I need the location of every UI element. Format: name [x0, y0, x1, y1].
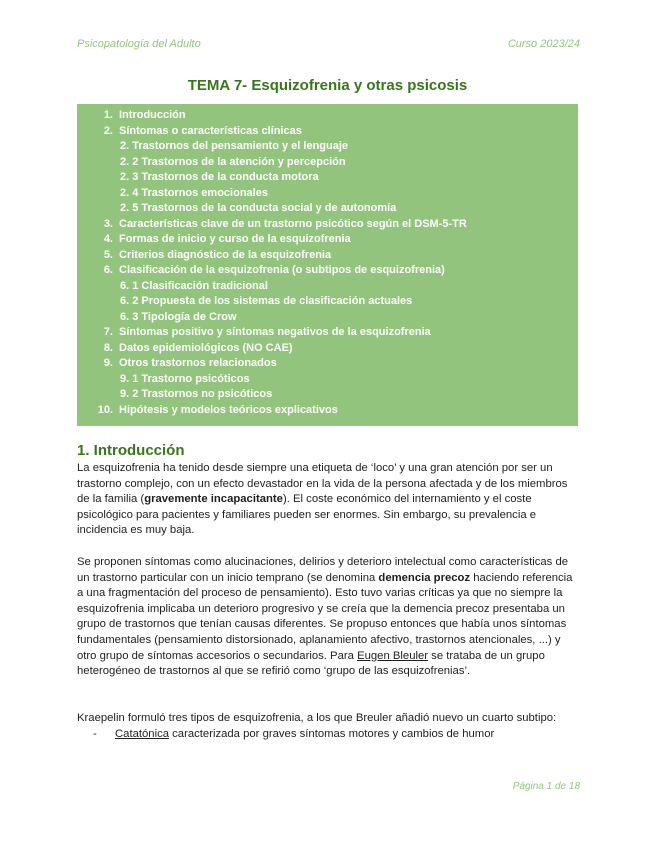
toc-item-label: Hipótesis y modelos teóricos explicativos [119, 403, 338, 416]
page-number: Página 1 de 18 [512, 781, 580, 792]
header-course-name: Psicopatología del Adulto [77, 38, 201, 50]
toc-subitem[interactable] [77, 139, 578, 155]
toc-item[interactable] [77, 263, 578, 279]
toc-subitem[interactable] [77, 310, 578, 326]
paragraph-text: se trataba de un grupo heterogéneo de trastornos al que se refirió como ‘grupo de las esquizofrenias’. [77, 649, 545, 678]
bold-term: gravemente incapacitante [144, 493, 283, 506]
toc-item-number: 8. [103, 341, 113, 354]
toc-item-number: 4. [103, 233, 113, 245]
paragraph-text: Se proponen síntomas como alucinaciones, delirios y deterioro intelectual como características de un trastorno particular con un inicio temprano (se denomina [77, 556, 569, 584]
link-catatonica[interactable]: Catatónica [115, 728, 170, 740]
paragraph-3: Kraepelin formuló tres tipos de esquizofrenia, a los que Breuler añadió nuevo un cuarto subtipo: [77, 712, 557, 724]
toc-item-label: 2. 3 Trastornos de la conducta motora [120, 171, 319, 183]
toc-item-number: 10. [97, 403, 113, 416]
toc-item-label: 6. 2 Propuesta de los sistemas de clasificación actuales [120, 295, 413, 307]
document-title: TEMA 7- Esquizofrenia y otras psicosis [187, 77, 468, 94]
paragraph-text: haciendo referencia a una fragmentación del proceso de pensamiento). Esto tuvo varias críticas ya que no siempre la esquizofrenia implicaba un deterioro progresivo y se creía que la demencia precoz presentaba un grupo de trastornos que tenían causas diferentes. Se propuso entonces que había unos síntomas fundamentales (pensamiento distorsionado, aplanamiento afectivo, trastornos atencionales, ...) y otro grupo de síntomas accesorios o secundarios. Para [77, 571, 573, 662]
toc-item-label: 9. 2 Trastornos no psicóticos [120, 388, 273, 400]
toc-item-label: Introducción [119, 109, 186, 121]
toc-item-label: 9. 1 Trastorno psicóticos [120, 372, 250, 385]
toc-item[interactable] [77, 356, 578, 372]
list-item [93, 727, 494, 743]
toc-item-label: Clasificación de la esquizofrenia (o subtipos de esquizofrenia) [119, 264, 445, 276]
bold-term: demencia precoz [378, 571, 471, 584]
list-item-text: caracterizada por graves síntomas motores y cambios de humor [169, 728, 495, 740]
toc-item[interactable] [77, 248, 578, 264]
toc-item-number: 3. [103, 217, 113, 230]
section-heading: 1. Introducción [77, 442, 185, 459]
header-course-year: Curso 2023/24 [507, 38, 580, 50]
toc-item[interactable] [77, 124, 578, 140]
toc-item[interactable] [77, 108, 578, 124]
toc-subitem[interactable] [77, 186, 578, 202]
paragraph-1 [77, 461, 580, 539]
toc-item-label: 2. 2 Trastornos de la atención y percepción [120, 155, 346, 168]
toc-item-label: Formas de inicio y curso de la esquizofrenia [119, 233, 351, 245]
toc-item-label: 2. Trastornos del pensamiento y el lenguaje [120, 140, 349, 152]
toc-subitem[interactable] [77, 201, 578, 217]
toc-item-number: 6. [103, 264, 113, 276]
toc-item-label: Criterios diagnóstico de la esquizofrenia [119, 248, 332, 261]
toc-item-label: Datos epidemiológicos (NO CAE) [119, 341, 293, 354]
toc-item-label: 2. 4 Trastornos emocionales [120, 186, 268, 199]
link-eugen-bleuler[interactable]: Eugen Bleuler [357, 649, 429, 662]
toc-item[interactable] [77, 325, 578, 341]
toc-item-number: 9. [103, 357, 113, 369]
toc-item-number: 5. [103, 248, 113, 261]
toc-item-label: Síntomas o características clínicas [119, 124, 302, 137]
toc-subitem[interactable] [77, 294, 578, 310]
toc-item[interactable] [77, 217, 578, 233]
toc-item-label: Características clave de un trastorno psicótico según el DSM-5-TR [119, 217, 467, 230]
toc-subitem[interactable] [77, 279, 578, 295]
toc-item-number: 2. [103, 124, 113, 137]
toc-subitem[interactable] [77, 387, 578, 403]
bullet-dash: - [93, 728, 97, 740]
toc-item[interactable] [77, 232, 578, 248]
toc-item-label: Otros trastornos relacionados [119, 357, 277, 369]
toc-subitem[interactable] [77, 170, 578, 186]
toc-item[interactable] [77, 403, 578, 419]
toc-subitem[interactable] [77, 372, 578, 388]
toc-item[interactable] [77, 341, 578, 357]
paragraph-text: La esquizofrenia ha tenido desde siempre una etiqueta de ‘loco’ y una gran atención por ser un trastorno complejo, con un efecto devastador en la vida de la persona afectada y de los miembros de la familia ( [77, 462, 568, 506]
toc-item-number: 1. [103, 109, 113, 121]
toc-subitem[interactable] [77, 155, 578, 171]
paragraph-text: ). El coste económico del internamiento y el coste psicológico para pacientes y familiares pueden ser enormes. Sin embargo, su prevalencia e incidencia es muy baja. [77, 493, 537, 537]
toc-item-label: 2. 5 Trastornos de la conducta social y de autonomía [120, 202, 397, 214]
toc-item-label: 6. 3 Tipología de Crow [120, 310, 237, 323]
paragraph-2 [77, 555, 580, 680]
toc-item-label: 6. 1 Clasificación tradicional [120, 279, 268, 292]
toc-item-number: 7. [103, 326, 113, 338]
table-of-contents [77, 104, 578, 426]
toc-item-label: Síntomas positivo y síntomas negativos de la esquizofrenia [119, 326, 431, 338]
